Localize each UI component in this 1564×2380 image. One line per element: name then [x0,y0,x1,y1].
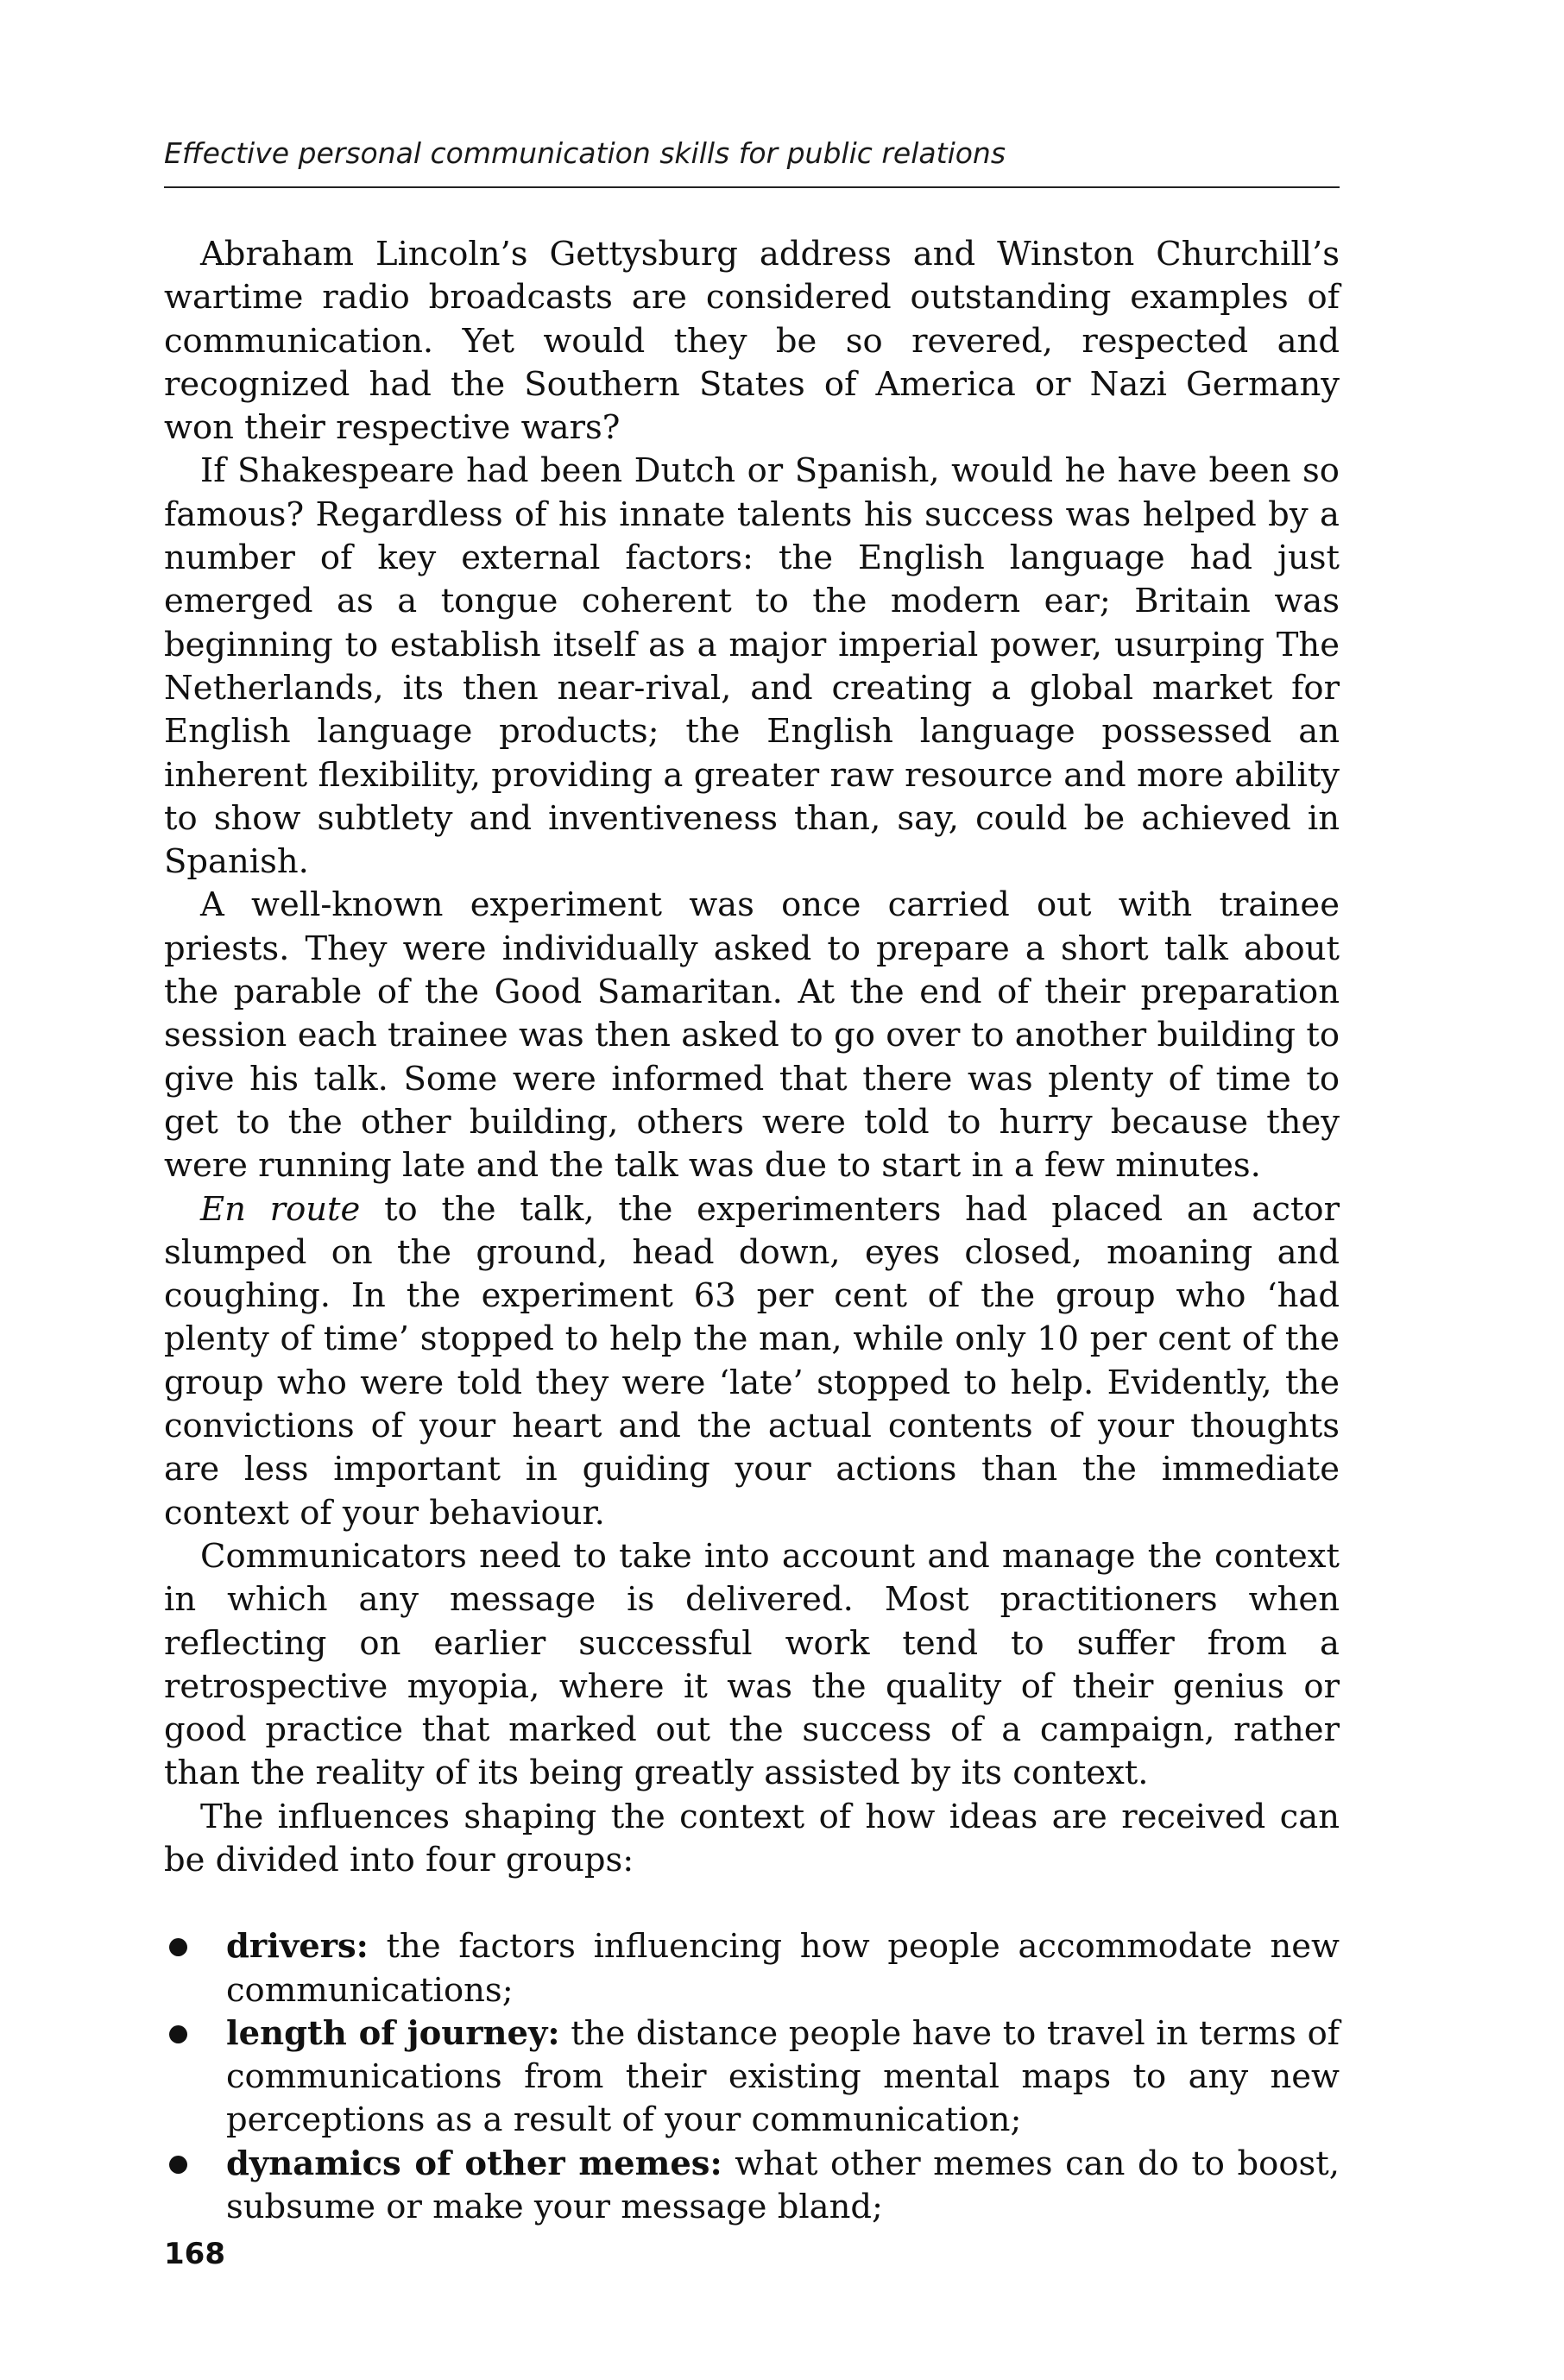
bullet-item-dynamics-of-other-memes [164,2143,1340,2230]
paragraph-text: A well-known experiment was once carried out with trainee priests. They were individually asked to prepare a short talk about the parable of the Good Samaritan. At the end of their preparation session each trainee was then asked to go over to another building to give his talk. Some were informed that there was plenty of time to get to the other building, others were told to hurry because they were running late and the talk was due to start in a few minutes. [164,885,1340,1186]
bullet-item-length-of-journey [164,2012,1340,2143]
bullet-list [164,1925,1340,2229]
paragraph-text: If Shakespeare had been Dutch or Spanish, would he have been so famous? Regardless of his innate talents his success was helped by a number of key external factors: the English language had just emerged as a tongue coherent to the modern ear; Britain was beginning to establish itself as a major imperial power, usurping The Netherlands, its then near-rival, and creating a global market for English language products; the English language possessed an inherent flexibility, providing a greater raw resource and more ability to show subtlety and inventiveness than, say, could be achieved in Spanish. [164,451,1340,882]
bullet-term: dynamics of other memes: [226,2144,722,2183]
header-rule [164,186,1340,188]
paragraph-lead-italic: En route [200,1189,361,1229]
bullet-icon [169,1938,187,1956]
page-number: 168 [164,2237,225,2271]
paragraph-text: Abraham Lincoln’s Gettysburg address and Winston Churchill’s wartime radio broadcasts are considered outstanding examples of communication. Yet would they be so revered, respected and recognized had the Southern States of America or Nazi Germany won their respective wars? [164,235,1340,448]
bullet-term: length of journey: [226,2013,560,2053]
paragraph-text: Communicators need to take into account and manage the context in which any message is delivered. Most practitioners when reflecting on earlier successful work tend to suffer from a retrospective myopia, where it was the quality of their genius or good practice that marked out the success of a campaign, rather than the reality of its being greatly assisted by its context. [164,1536,1340,1793]
bullet-item-drivers [164,1925,1340,2012]
paragraph-1 [164,233,1340,450]
paragraph-4 [164,1188,1340,1535]
bullet-term: drivers: [226,1927,369,1967]
bullet-icon [169,2156,187,2174]
bullet-text: the factors influencing how people accommodate new communications; [226,1927,1340,2010]
running-head: Effective personal communication skills for public relations [164,136,1006,170]
bullet-text: the distance people have to travel in terms of communications from their existing mental maps to any new perceptions as a result of your communication; [226,2013,1340,2140]
paragraph-6 [164,1796,1340,1883]
paragraph-text: The influences shaping the context of how ideas are received can be divided into four groups: [164,1797,1340,1879]
paragraph-3 [164,884,1340,1187]
bullet-text: what other memes can do to boost, subsume or make your message bland; [226,2144,1340,2227]
book-page [164,0,1340,2380]
body-text [164,233,1340,2229]
paragraph-text: to the talk, the experimenters had placed an actor slumped on the ground, head down, eyes closed, moaning and coughing. In the experiment 63 per cent of the group who ‘had plenty of time’ stopped to help the man, while only 10 per cent of the group who were told they were ‘late’ stopped to help. Evidently, the convictions of your heart and the actual contents of your thoughts are less important in guiding your actions than the immediate context of your behaviour. [164,1189,1340,1533]
paragraph-5 [164,1535,1340,1796]
paragraph-2 [164,450,1340,884]
bullet-icon [169,2025,187,2043]
